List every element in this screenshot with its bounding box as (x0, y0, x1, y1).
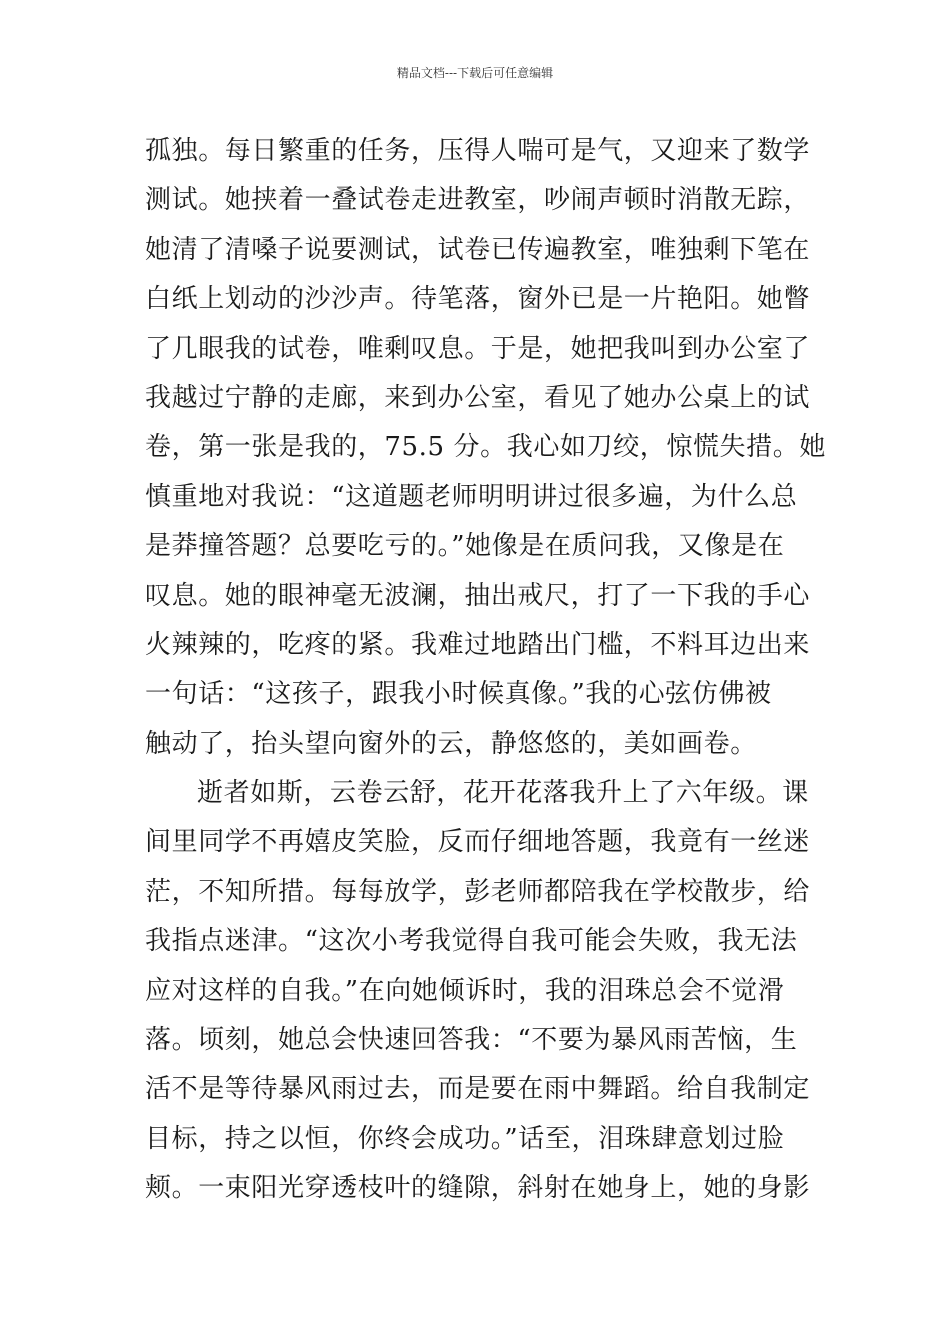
text-line: 了几眼我的试卷，唯剩叹息。于是，她把我叫到办公室了 (145, 333, 811, 364)
page-header: 精品文档---下载后可任意编辑 (396, 66, 554, 80)
text-line: 茫，不知所措。每每放学，彭老师都陪我在学校散步，给 (145, 876, 811, 907)
text-line: 一句话：“这孩子，跟我小时候真像。”我的心弦仿佛被 (145, 679, 772, 710)
text-line: 慎重地对我说：“这道题老师明明讲过很多遍，为什么总 (145, 481, 798, 512)
body-text (145, 127, 826, 1214)
text-line: 叹息。她的眼神毫无波澜，抽出戒尺，打了一下我的手心 (145, 580, 811, 611)
text-line: 颊。一束阳光穿透枝叶的缝隙，斜射在她身上，她的身影 (145, 1173, 811, 1204)
text-line: 活不是等待暴风雨过去，而是要在雨中舞蹈。给自我制定 (145, 1074, 811, 1105)
text-line: 触动了，抬头望向窗外的云，静悠悠的，美如画卷。 (145, 728, 757, 759)
text-line: 间里同学不再嬉皮笑脸，反而仔细地答题，我竟有一丝迷 (145, 827, 811, 858)
text-line: 孤独。每日繁重的任务，压得人喘可是气，又迎来了数学 (145, 136, 811, 166)
text-line: 我越过宁静的走廊，来到办公室，看见了她办公桌上的试 (145, 382, 811, 413)
text-line: 目标，持之以恒，你终会成功。”话至，泪珠肆意划过脸 (145, 1123, 785, 1154)
text-line: 落。顷刻，她总会快速回答我：“不要为暴风雨苦恼，生 (145, 1025, 798, 1056)
text-line: 我指点迷津。“这次小考我觉得自我可能会失败，我无法 (145, 926, 798, 957)
text-line: 她清了清嗓子说要测试，试卷已传遍教室，唯独剩下笔在 (145, 234, 811, 265)
text-line: 测试。她挟着一叠试卷走进教室，吵闹声顿时消散无踪， (145, 185, 811, 216)
text-line: 卷，第一张是我的，75.5 分。我心如刀绞，惊慌失措。她 (145, 432, 826, 463)
text-line: 应对这样的自我。”在向她倾诉时，我的泪珠总会不觉滑 (145, 975, 785, 1006)
text-line: 是莽撞答题？总要吃亏的。”她像是在质问我，又像是在 (145, 531, 785, 562)
paragraph-start-line: 逝者如斯，云卷云舒，花开花落我升上了六年级。课 (197, 778, 809, 809)
text-line: 火辣辣的，吃疼的紧。我难过地踏出门槛，不料耳边出来 (145, 629, 811, 660)
text-line: 白纸上划动的沙沙声。待笔落，窗外已是一片艳阳。她瞥 (145, 284, 811, 315)
